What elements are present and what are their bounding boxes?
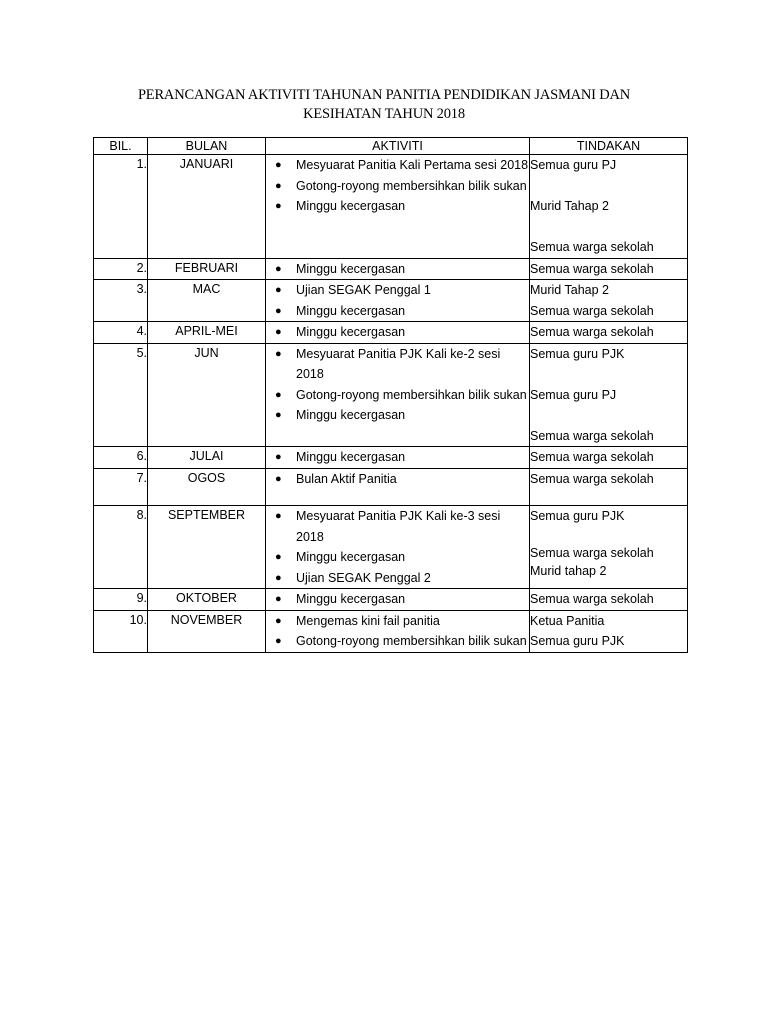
activity-item: ● Minggu kecergasan bbox=[266, 405, 529, 426]
row-tindakan bbox=[530, 506, 688, 589]
tindakan-item: Semua warga sekolah bbox=[530, 471, 654, 486]
row-aktiviti bbox=[266, 280, 530, 322]
tindakan-item: Murid Tahap 2 bbox=[530, 283, 609, 297]
bullet-icon: ● bbox=[275, 472, 282, 485]
tindakan-item: Semua guru PJ bbox=[530, 387, 617, 402]
header-bulan: BULAN bbox=[148, 138, 266, 155]
activity-item: ● Gotong-royong membersihkan bilik sukan bbox=[266, 176, 529, 197]
tindakan-item: Semua warga sekolah bbox=[530, 303, 654, 318]
table-row bbox=[94, 258, 688, 280]
row-tindakan bbox=[530, 322, 688, 344]
tindakan-item: Semua guru PJK bbox=[530, 346, 625, 361]
bullet-icon: ● bbox=[275, 347, 282, 360]
activity-item: ● Minggu kecergasan bbox=[266, 301, 529, 322]
row-tindakan bbox=[530, 468, 688, 506]
activity-item: ● Ujian SEGAK Penggal 1 bbox=[266, 280, 529, 301]
row-bulan: MAC bbox=[148, 280, 266, 322]
row-bulan: SEPTEMBER bbox=[148, 506, 266, 589]
document-title bbox=[0, 86, 768, 124]
table-header-row bbox=[94, 138, 688, 155]
table-row bbox=[94, 506, 688, 589]
row-tindakan bbox=[530, 155, 688, 259]
table-row bbox=[94, 155, 688, 259]
row-tindakan bbox=[530, 610, 688, 652]
row-bulan: NOVEMBER bbox=[148, 610, 266, 652]
header-tindakan: TINDAKAN bbox=[530, 138, 688, 155]
row-tindakan bbox=[530, 343, 688, 447]
activity-item: ● Mengemas kini fail panitia bbox=[266, 611, 529, 632]
activity-item: ● Gotong-royong membersihkan bilik sukan bbox=[266, 631, 529, 652]
bullet-icon: ● bbox=[275, 593, 282, 605]
activity-item: ● Minggu kecergasan bbox=[266, 322, 529, 343]
bullet-icon: ● bbox=[275, 551, 282, 563]
tindakan-item: Semua warga sekolah bbox=[530, 545, 654, 560]
title-line-2: KESIHATAN TAHUN 2018 bbox=[303, 106, 465, 122]
activity-schedule-table bbox=[93, 137, 688, 653]
row-aktiviti bbox=[266, 610, 530, 652]
table-row bbox=[94, 280, 688, 322]
row-bulan: JANUARI bbox=[148, 155, 266, 259]
bullet-icon: ● bbox=[275, 200, 282, 212]
tindakan-item: Semua warga sekolah bbox=[530, 450, 654, 464]
bullet-icon: ● bbox=[275, 510, 282, 522]
header-bil: BIL. bbox=[94, 138, 148, 155]
table-row bbox=[94, 447, 688, 469]
table-row bbox=[94, 322, 688, 344]
row-tindakan bbox=[530, 589, 688, 611]
bullet-icon: ● bbox=[275, 451, 282, 463]
row-bil: 2. bbox=[94, 258, 148, 280]
row-aktiviti bbox=[266, 322, 530, 344]
row-bil: 10. bbox=[94, 610, 148, 652]
bullet-icon: ● bbox=[275, 304, 282, 317]
row-bulan: FEBRUARI bbox=[148, 258, 266, 280]
activity-item: ● Minggu kecergasan bbox=[266, 547, 529, 568]
tindakan-item: Semua warga sekolah bbox=[530, 428, 654, 443]
row-tindakan bbox=[530, 280, 688, 322]
tindakan-item: Ketua Panitia bbox=[530, 613, 605, 628]
tindakan-item: Semua warga sekolah bbox=[530, 325, 654, 339]
row-bil: 5. bbox=[94, 343, 148, 447]
bullet-icon: ● bbox=[275, 159, 282, 171]
tindakan-item: Semua guru PJK bbox=[530, 634, 625, 648]
row-aktiviti bbox=[266, 343, 530, 447]
row-bil: 1. bbox=[94, 155, 148, 259]
row-tindakan bbox=[530, 258, 688, 280]
table-row bbox=[94, 343, 688, 447]
row-bil: 7. bbox=[94, 468, 148, 506]
row-bulan: APRIL-MEI bbox=[148, 322, 266, 344]
activity-item: ● Minggu kecergasan bbox=[266, 259, 529, 280]
row-aktiviti bbox=[266, 468, 530, 506]
activity-item: ● Minggu kecergasan bbox=[266, 196, 529, 217]
bullet-icon: ● bbox=[275, 262, 282, 275]
row-aktiviti bbox=[266, 258, 530, 280]
row-bulan: OKTOBER bbox=[148, 589, 266, 611]
activity-item: ● Minggu kecergasan bbox=[266, 589, 529, 610]
bullet-icon: ● bbox=[275, 635, 282, 647]
bullet-icon: ● bbox=[275, 326, 282, 338]
title-line-1: PERANCANGAN AKTIVITI TAHUNAN PANITIA PENDIDIKAN JASMANI DAN bbox=[137, 87, 631, 103]
row-bil: 6. bbox=[94, 447, 148, 469]
row-bil: 8. bbox=[94, 506, 148, 589]
activity-item: ● Minggu kecergasan bbox=[266, 447, 529, 468]
row-aktiviti bbox=[266, 589, 530, 611]
bullet-icon: ● bbox=[275, 388, 282, 401]
tindakan-item: Murid tahap 2 bbox=[530, 563, 607, 578]
row-aktiviti bbox=[266, 447, 530, 469]
tindakan-item: Semua warga sekolah bbox=[530, 592, 654, 606]
activity-item: ● Mesyuarat Panitia PJK Kali ke-3 sesi 2018 bbox=[266, 506, 529, 547]
row-aktiviti bbox=[266, 155, 530, 259]
row-bulan: JULAI bbox=[148, 447, 266, 469]
table-row bbox=[94, 589, 688, 611]
bullet-icon: ● bbox=[275, 179, 282, 192]
row-bil: 4. bbox=[94, 322, 148, 344]
bullet-icon: ● bbox=[275, 284, 282, 296]
row-bil: 3. bbox=[94, 280, 148, 322]
tindakan-item: Semua guru PJK bbox=[530, 509, 625, 523]
row-bulan: JUN bbox=[148, 343, 266, 447]
tindakan-item: Semua warga sekolah bbox=[530, 261, 654, 276]
activity-item: ● Mesyuarat Panitia PJK Kali ke-2 sesi 2018 bbox=[266, 344, 529, 385]
row-bil: 9. bbox=[94, 589, 148, 611]
tindakan-item: Murid Tahap 2 bbox=[530, 199, 609, 213]
activity-item: ● Mesyuarat Panitia Kali Pertama sesi 2018 bbox=[266, 155, 529, 176]
row-aktiviti bbox=[266, 506, 530, 589]
tindakan-item: Semua warga sekolah bbox=[530, 240, 654, 254]
bullet-icon: ● bbox=[275, 409, 282, 421]
activity-item: ● Bulan Aktif Panitia bbox=[266, 469, 529, 490]
table-row bbox=[94, 468, 688, 506]
row-tindakan bbox=[530, 447, 688, 469]
table-row bbox=[94, 610, 688, 652]
bullet-icon: ● bbox=[275, 571, 282, 584]
header-aktiviti: AKTIVITI bbox=[266, 138, 530, 155]
tindakan-item: Semua guru PJ bbox=[530, 158, 617, 172]
activity-item: ● Ujian SEGAK Penggal 2 bbox=[266, 568, 529, 589]
bullet-icon: ● bbox=[275, 614, 282, 627]
row-bulan: OGOS bbox=[148, 468, 266, 506]
activity-item: ● Gotong-royong membersihkan bilik sukan bbox=[266, 385, 529, 406]
